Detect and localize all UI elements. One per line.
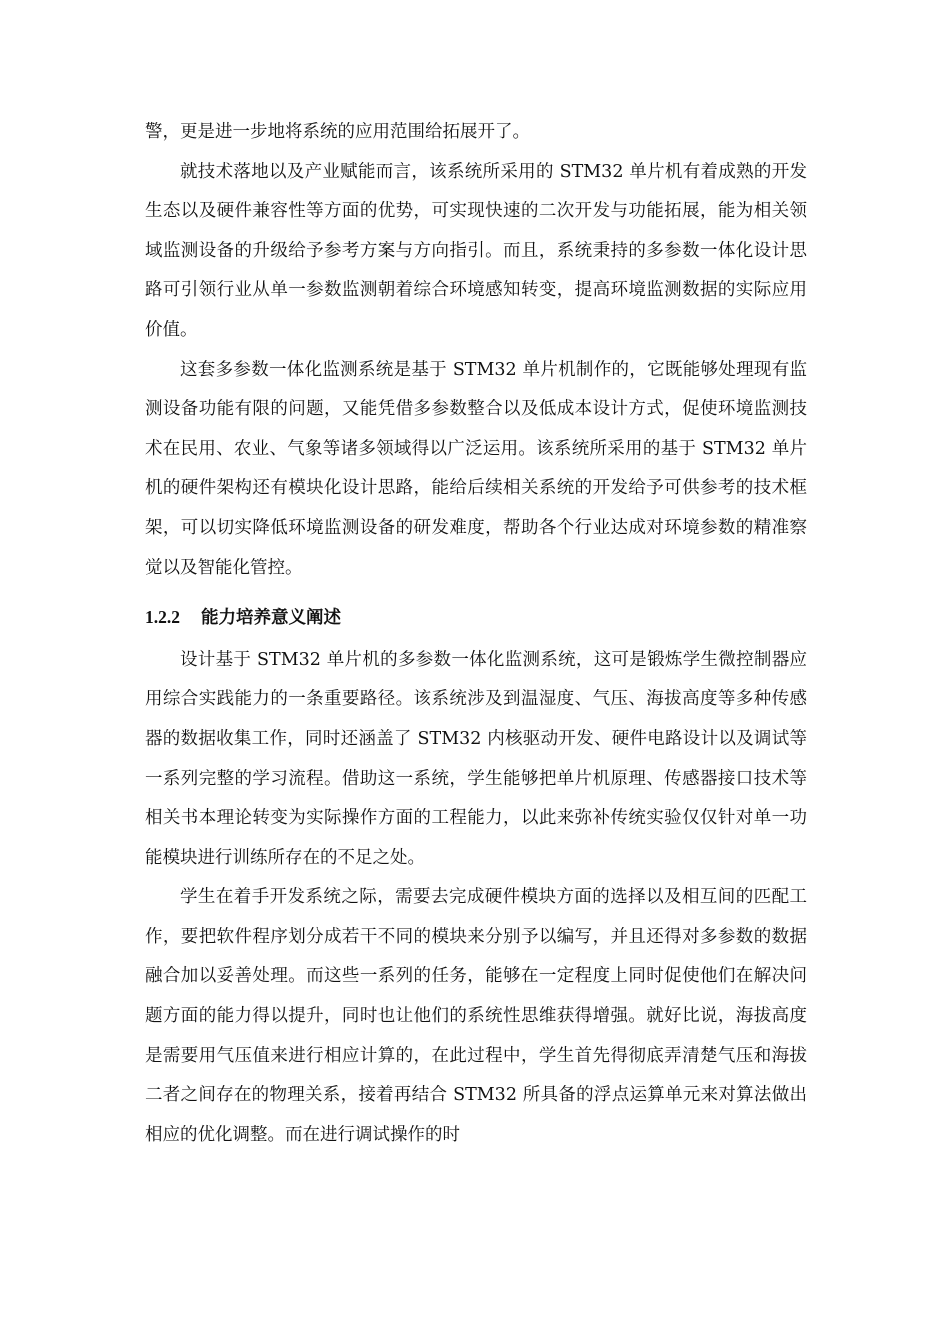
paragraph-ability-intro: 设计基于 STM32 单片机的多参数一体化监测系统，这可是锻炼学生微控制器应用综合实践能力的一条重要路径。该系统涉及到温湿度、气压、海拔高度等多种传感器的数据收集工作，同时还涵盖了 STM32 内核驱动开发、硬件电路设计以及调试等一系列完整的学习流程。借助这一系统，学生能够把单片机原理、传感器接口技术等相关书本理论转变为实际操作方面的工程能力，以此来弥补传统实验仅仅针对单一功能模块进行训练所存在的不足之处。	[145, 649, 807, 868]
section-heading	[145, 588, 807, 641]
paragraph-continuation: 警，更是进一步地将系统的应用范围给拓展开了。	[145, 122, 530, 142]
section-number: 1.2.2	[145, 607, 180, 628]
paragraph-ability-development: 学生在着手开发系统之际，需要去完成硬件模块方面的选择以及相互间的匹配工作，要把软件程序划分成若干不同的模块来分别予以编写，并且还得对多参数的数据融合加以妥善处理。而这些一系列的任务，能够在一定程度上同时促使他们在解决问题方面的能力得以提升，同时也让他们的系统性思维获得增强。就好比说，海拔高度是需要用气压值来进行相应计算的，在此过程中，学生首先得彻底弄清楚气压和海拔二者之间存在的物理关系，接着再结合 STM32 所具备的浮点运算单元来对算法做出相应的优化调整。而在进行调试操作的时	[145, 887, 807, 1145]
section-title: 能力培养意义阐述	[201, 608, 341, 629]
document-page	[145, 113, 807, 1155]
paragraph-system-summary: 这套多参数一体化监测系统是基于 STM32 单片机制作的，它既能够处理现有监测设备功能有限的问题，又能凭借多参数整合以及低成本设计方式，促使环境监测技术在民用、农业、气象等诸多领域得以广泛运用。该系统所采用的基于 STM32 单片机的硬件架构还有模块化设计思路，能给后续相关系统的开发给予可供参考的技术框架，可以切实降低环境监测设备的研发难度，帮助各个行业达成对环境参数的精准察觉以及智能化管控。	[145, 359, 807, 578]
paragraph-industry-value: 就技术落地以及产业赋能而言，该系统所采用的 STM32 单片机有着成熟的开发生态以及硬件兼容性等方面的优势，可实现快速的二次开发与功能拓展，能为相关领域监测设备的升级给予参考方案与方向指引。而且，系统秉持的多参数一体化设计思路可引领行业从单一参数监测朝着综合环境感知转变，提高环境监测数据的实际应用价值。	[145, 161, 807, 340]
